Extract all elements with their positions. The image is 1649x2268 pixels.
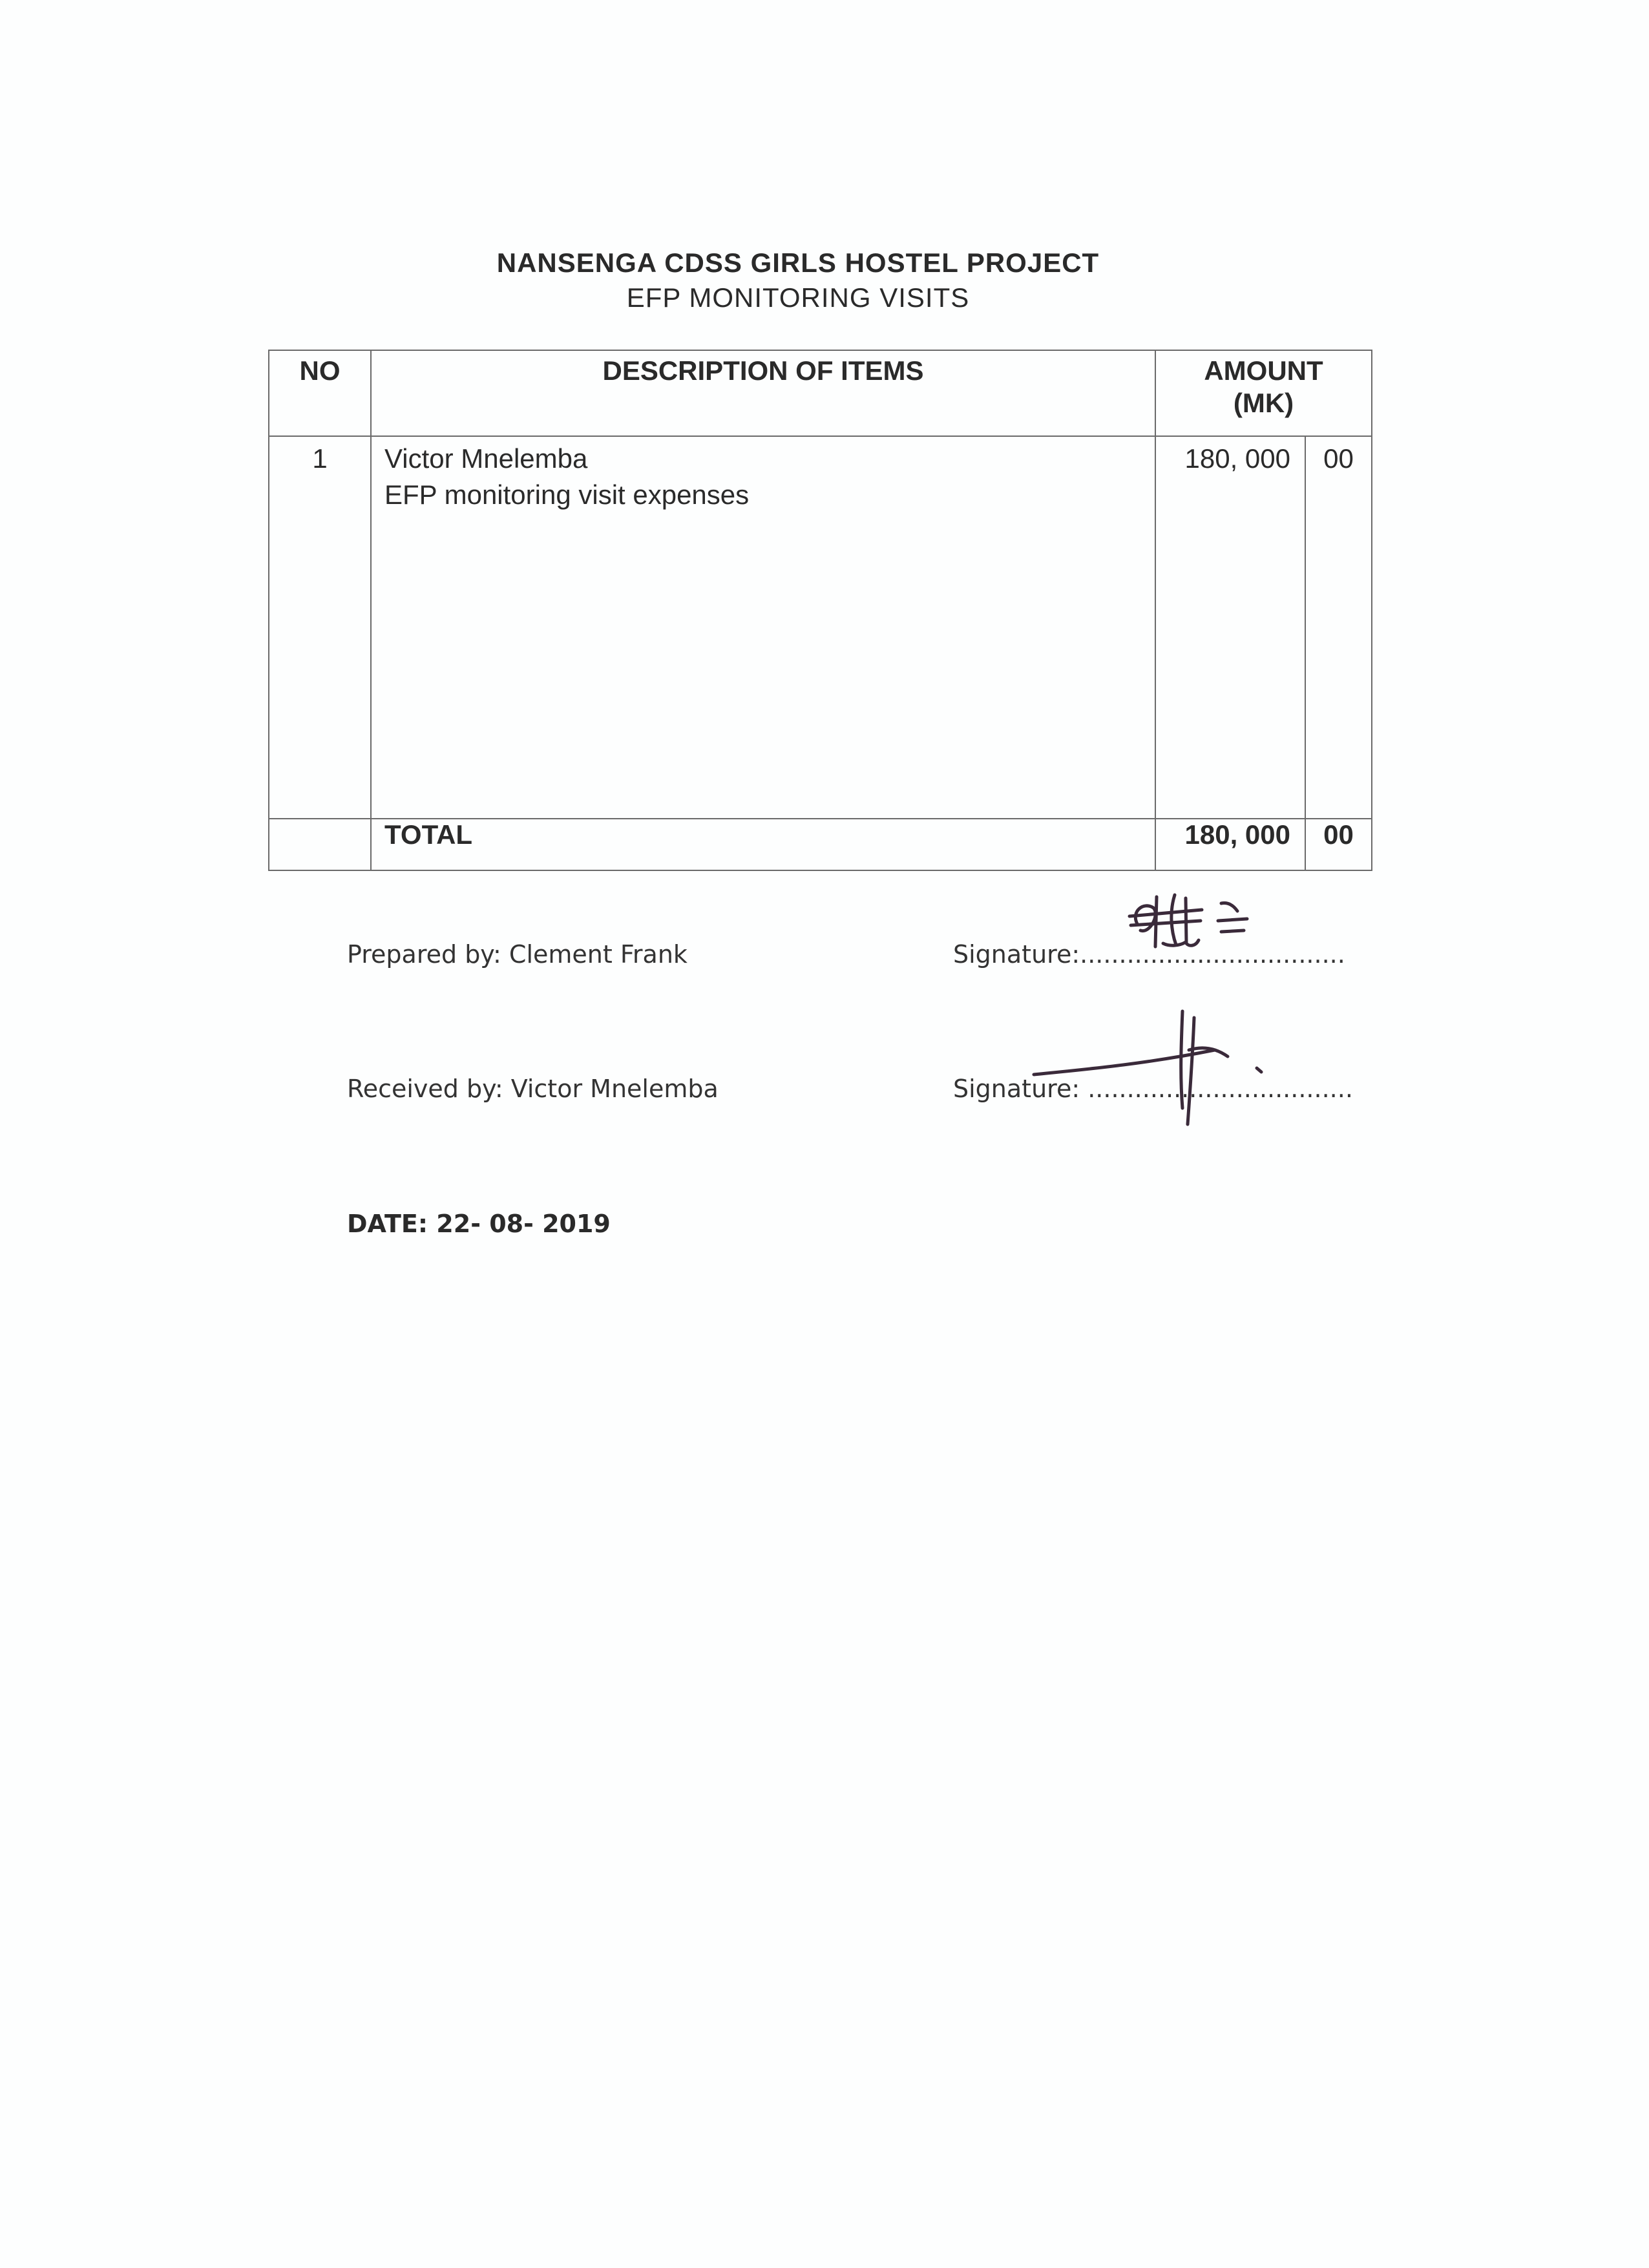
total-amount: 180, 000 — [1155, 819, 1305, 870]
document-date: DATE: 22- 08- 2019 — [347, 1210, 611, 1238]
received-signature-dots: .................................. — [1087, 1075, 1353, 1103]
prepared-handwritten-signature — [1124, 885, 1266, 956]
row-description-line2: EFP monitoring visit expenses — [384, 479, 750, 510]
row-no: 1 — [312, 443, 328, 474]
row-amount-cell — [1155, 436, 1305, 819]
header-amount — [1155, 350, 1372, 436]
table-header-row — [269, 350, 1372, 436]
row-cents-cell — [1305, 436, 1372, 819]
received-signature-label: Signature: — [953, 1075, 1088, 1103]
header-description: DESCRIPTION OF ITEMS — [371, 350, 1155, 436]
received-by: Received by: Victor Mnelemba — [347, 1075, 719, 1103]
prepared-signature-dots: .................................. — [1080, 940, 1345, 969]
document-subtitle: EFP MONITORING VISITS — [626, 282, 970, 313]
row-no-cell — [269, 436, 371, 819]
total-label: TOTAL — [371, 819, 1155, 870]
table-row — [269, 436, 1372, 819]
row-description-cell — [371, 436, 1155, 819]
prepared-by: Prepared by: Clement Frank — [347, 940, 688, 969]
header-amount-line1: AMOUNT — [1204, 355, 1323, 386]
total-row — [269, 819, 1372, 870]
header-amount-line2: (MK) — [1233, 388, 1294, 418]
document-title: NANSENGA CDSS GIRLS HOSTEL PROJECT — [496, 247, 1100, 278]
row-cents: 00 — [1323, 443, 1354, 474]
items-table — [268, 350, 1372, 871]
received-handwritten-signature — [1027, 1005, 1286, 1128]
prepared-signature-label: Signature: — [953, 940, 1080, 969]
total-cents: 00 — [1305, 819, 1372, 870]
row-amount: 180, 000 — [1184, 443, 1290, 474]
total-no-cell — [269, 819, 371, 870]
header-no: NO — [269, 350, 371, 436]
row-description-line1: Victor Mnelemba — [384, 443, 588, 474]
